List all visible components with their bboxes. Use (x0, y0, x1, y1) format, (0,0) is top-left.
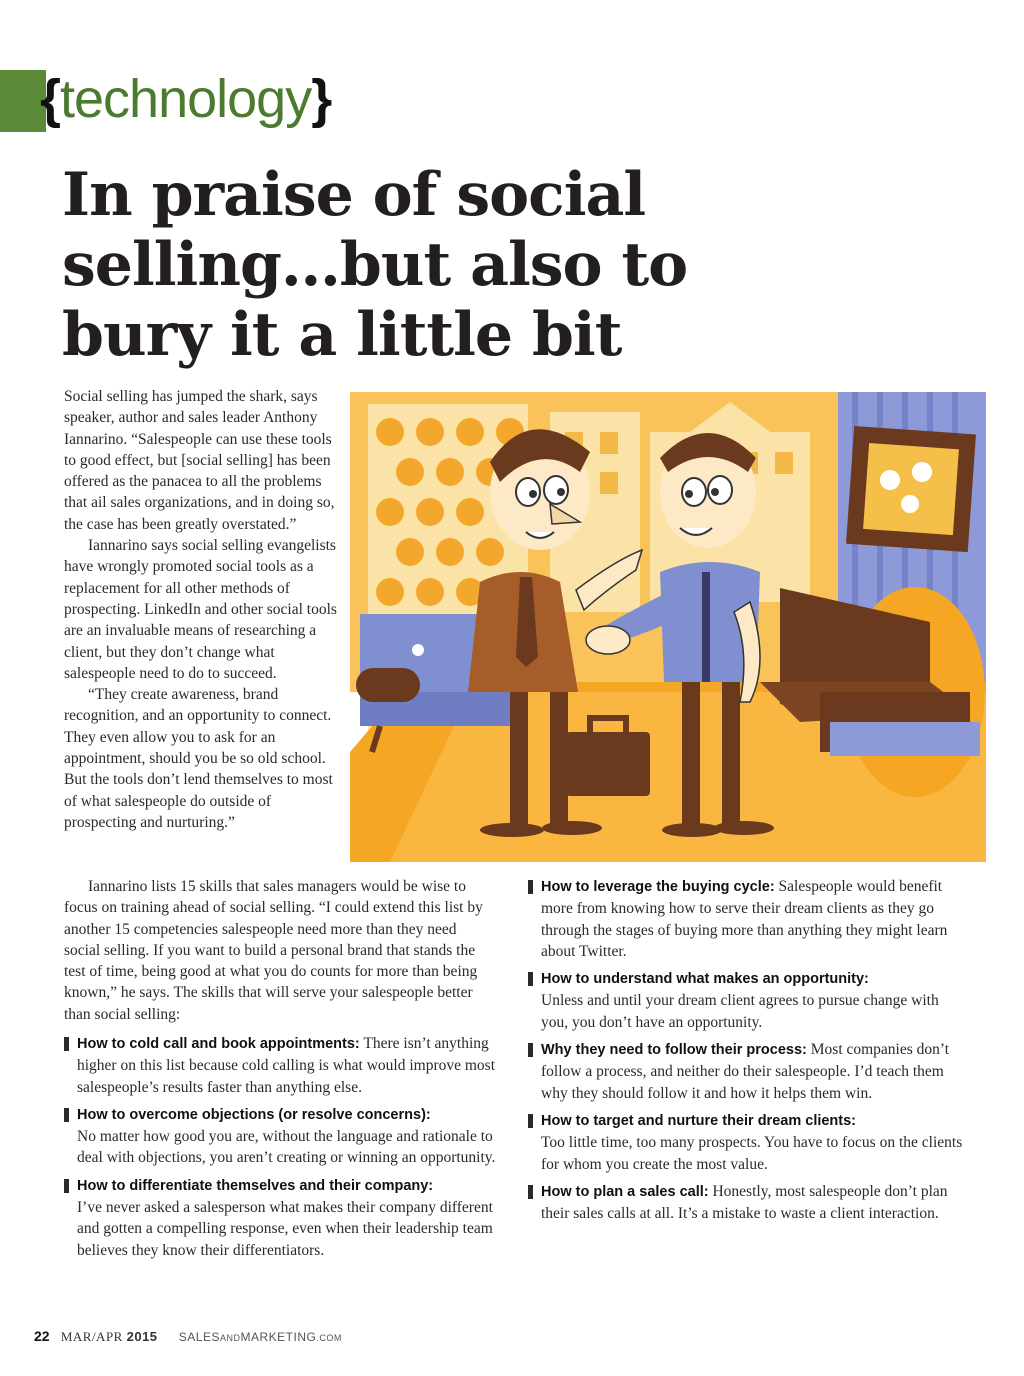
skill-title: How to differentiate themselves and their company: (77, 1177, 434, 1194)
article-headline: In praise of social selling…but also to bury it a little bit (62, 160, 688, 370)
bullet-marker (64, 1108, 69, 1122)
skills-list-right (528, 876, 968, 1230)
skill-text: I’ve never asked a salesperson what makes their company different and gotten a compelling response, even when their leadership team believes they know their differentiators. (77, 1199, 493, 1259)
handshake-illustration (350, 392, 986, 862)
skill-title: How to overcome objections (or resolve concerns): (77, 1106, 431, 1123)
skill-item (64, 1033, 504, 1098)
bullet-marker (528, 1043, 533, 1057)
site-marketing: MARKETING (240, 1330, 317, 1344)
page-footer (34, 1328, 342, 1345)
intro-paragraph-1: Social selling has jumped the shark, says speaker, author and sales leader Anthony Iannarino. “Salespeople can use these tools to good effect, but [social selling] has been offered as the panacea to all the problems that ail sales organizations, and in doing so, the case has been greatly overstated.” (64, 388, 335, 533)
skill-item (528, 1039, 968, 1104)
skill-text: There isn’t anything higher on this list because cold calling is what would improve most salespeople’s results faster than anything else. (77, 1035, 496, 1096)
skill-text: No matter how good you are, without the language and rationale to deal with objections, you aren’t creating or winning an opportunity. (77, 1128, 496, 1167)
skill-title: Why they need to follow their process: (541, 1042, 807, 1059)
skill-item (528, 968, 968, 1033)
section-label (40, 64, 331, 134)
issue-month: MAR/APR (60, 1329, 123, 1344)
skills-intro-paragraph: Iannarino lists 15 skills that sales managers would be wise to focus on training ahead of social selling. “I could extend this list by another 15 competencies salespeople need more than they need social selling. If you want to build a personal brand that stands the test of time, being good at what you do counts for more than being known,” he says. The skills that will serve your salespeople better than social selling: (64, 878, 483, 1023)
section-bracket-close: } (311, 69, 332, 129)
skill-title: How to plan a sales call: (541, 1183, 709, 1200)
skill-text: Too little time, too many prospects. You have to focus on the clients for whom you create the most value. (541, 1134, 963, 1173)
bullet-marker (64, 1037, 69, 1051)
issue-date (61, 1329, 158, 1344)
section-name: technology (60, 69, 312, 129)
bullet-marker (528, 972, 533, 986)
site-tld: .COM (316, 1333, 342, 1343)
skill-item (528, 1181, 968, 1225)
skill-item (64, 1175, 504, 1261)
skill-text: Most companies don’t follow a process, and neither do their salespeople. I’d teach them why they should follow it and how it helps them win. (541, 1041, 950, 1102)
intro-paragraph-2: Iannarino says social selling evangelists have wrongly promoted social tools as a replacement for all other methods of prospecting. LinkedIn and other social tools are an invaluable means of researching a client, but they don’t change what salespeople need to do to succeed. (64, 537, 337, 682)
skill-item (528, 1110, 968, 1175)
skills-intro-column (64, 876, 496, 1025)
skill-title: How to cold call and book appointments: (77, 1036, 360, 1052)
intro-column (64, 386, 339, 833)
skill-title: How to leverage the buying cycle: (541, 879, 775, 895)
skill-text: Honestly, most salespeople don’t plan their sales calls at all. It’s a mistake to waste a client interaction. (541, 1182, 948, 1223)
intro-paragraph-3: “They create awareness, brand recognition, and an opportunity to connect. They even allow you to ask for an appointment, should you be so old school. But the tools don’t lend themselves to most of what salespeople do outside of prospecting and nurturing.” (64, 686, 333, 831)
skill-text: Unless and until your dream client agrees to pursue change with you, you don’t have an opportunity. (541, 992, 939, 1031)
page-number: 22 (34, 1328, 50, 1344)
section-bracket-open: { (40, 69, 61, 129)
skill-item (528, 876, 968, 962)
bullet-marker (64, 1179, 69, 1193)
bullet-marker (528, 1185, 533, 1199)
skill-title: How to target and nurture their dream clients: (541, 1112, 857, 1129)
issue-year: 2015 (126, 1329, 158, 1344)
skills-list-left (64, 1033, 504, 1267)
website-name (179, 1330, 342, 1344)
skill-text: Salespeople would benefit more from knowing how to serve their dream clients as they go through the stages of buying more than anything they might learn about Twitter. (541, 878, 948, 960)
bullet-marker (528, 880, 533, 894)
skill-title: How to understand what makes an opportunity: (541, 971, 869, 988)
site-sales: SALES (178, 1330, 220, 1344)
skill-item (64, 1104, 504, 1169)
site-and: AND (219, 1333, 241, 1343)
bullet-marker (528, 1114, 533, 1128)
